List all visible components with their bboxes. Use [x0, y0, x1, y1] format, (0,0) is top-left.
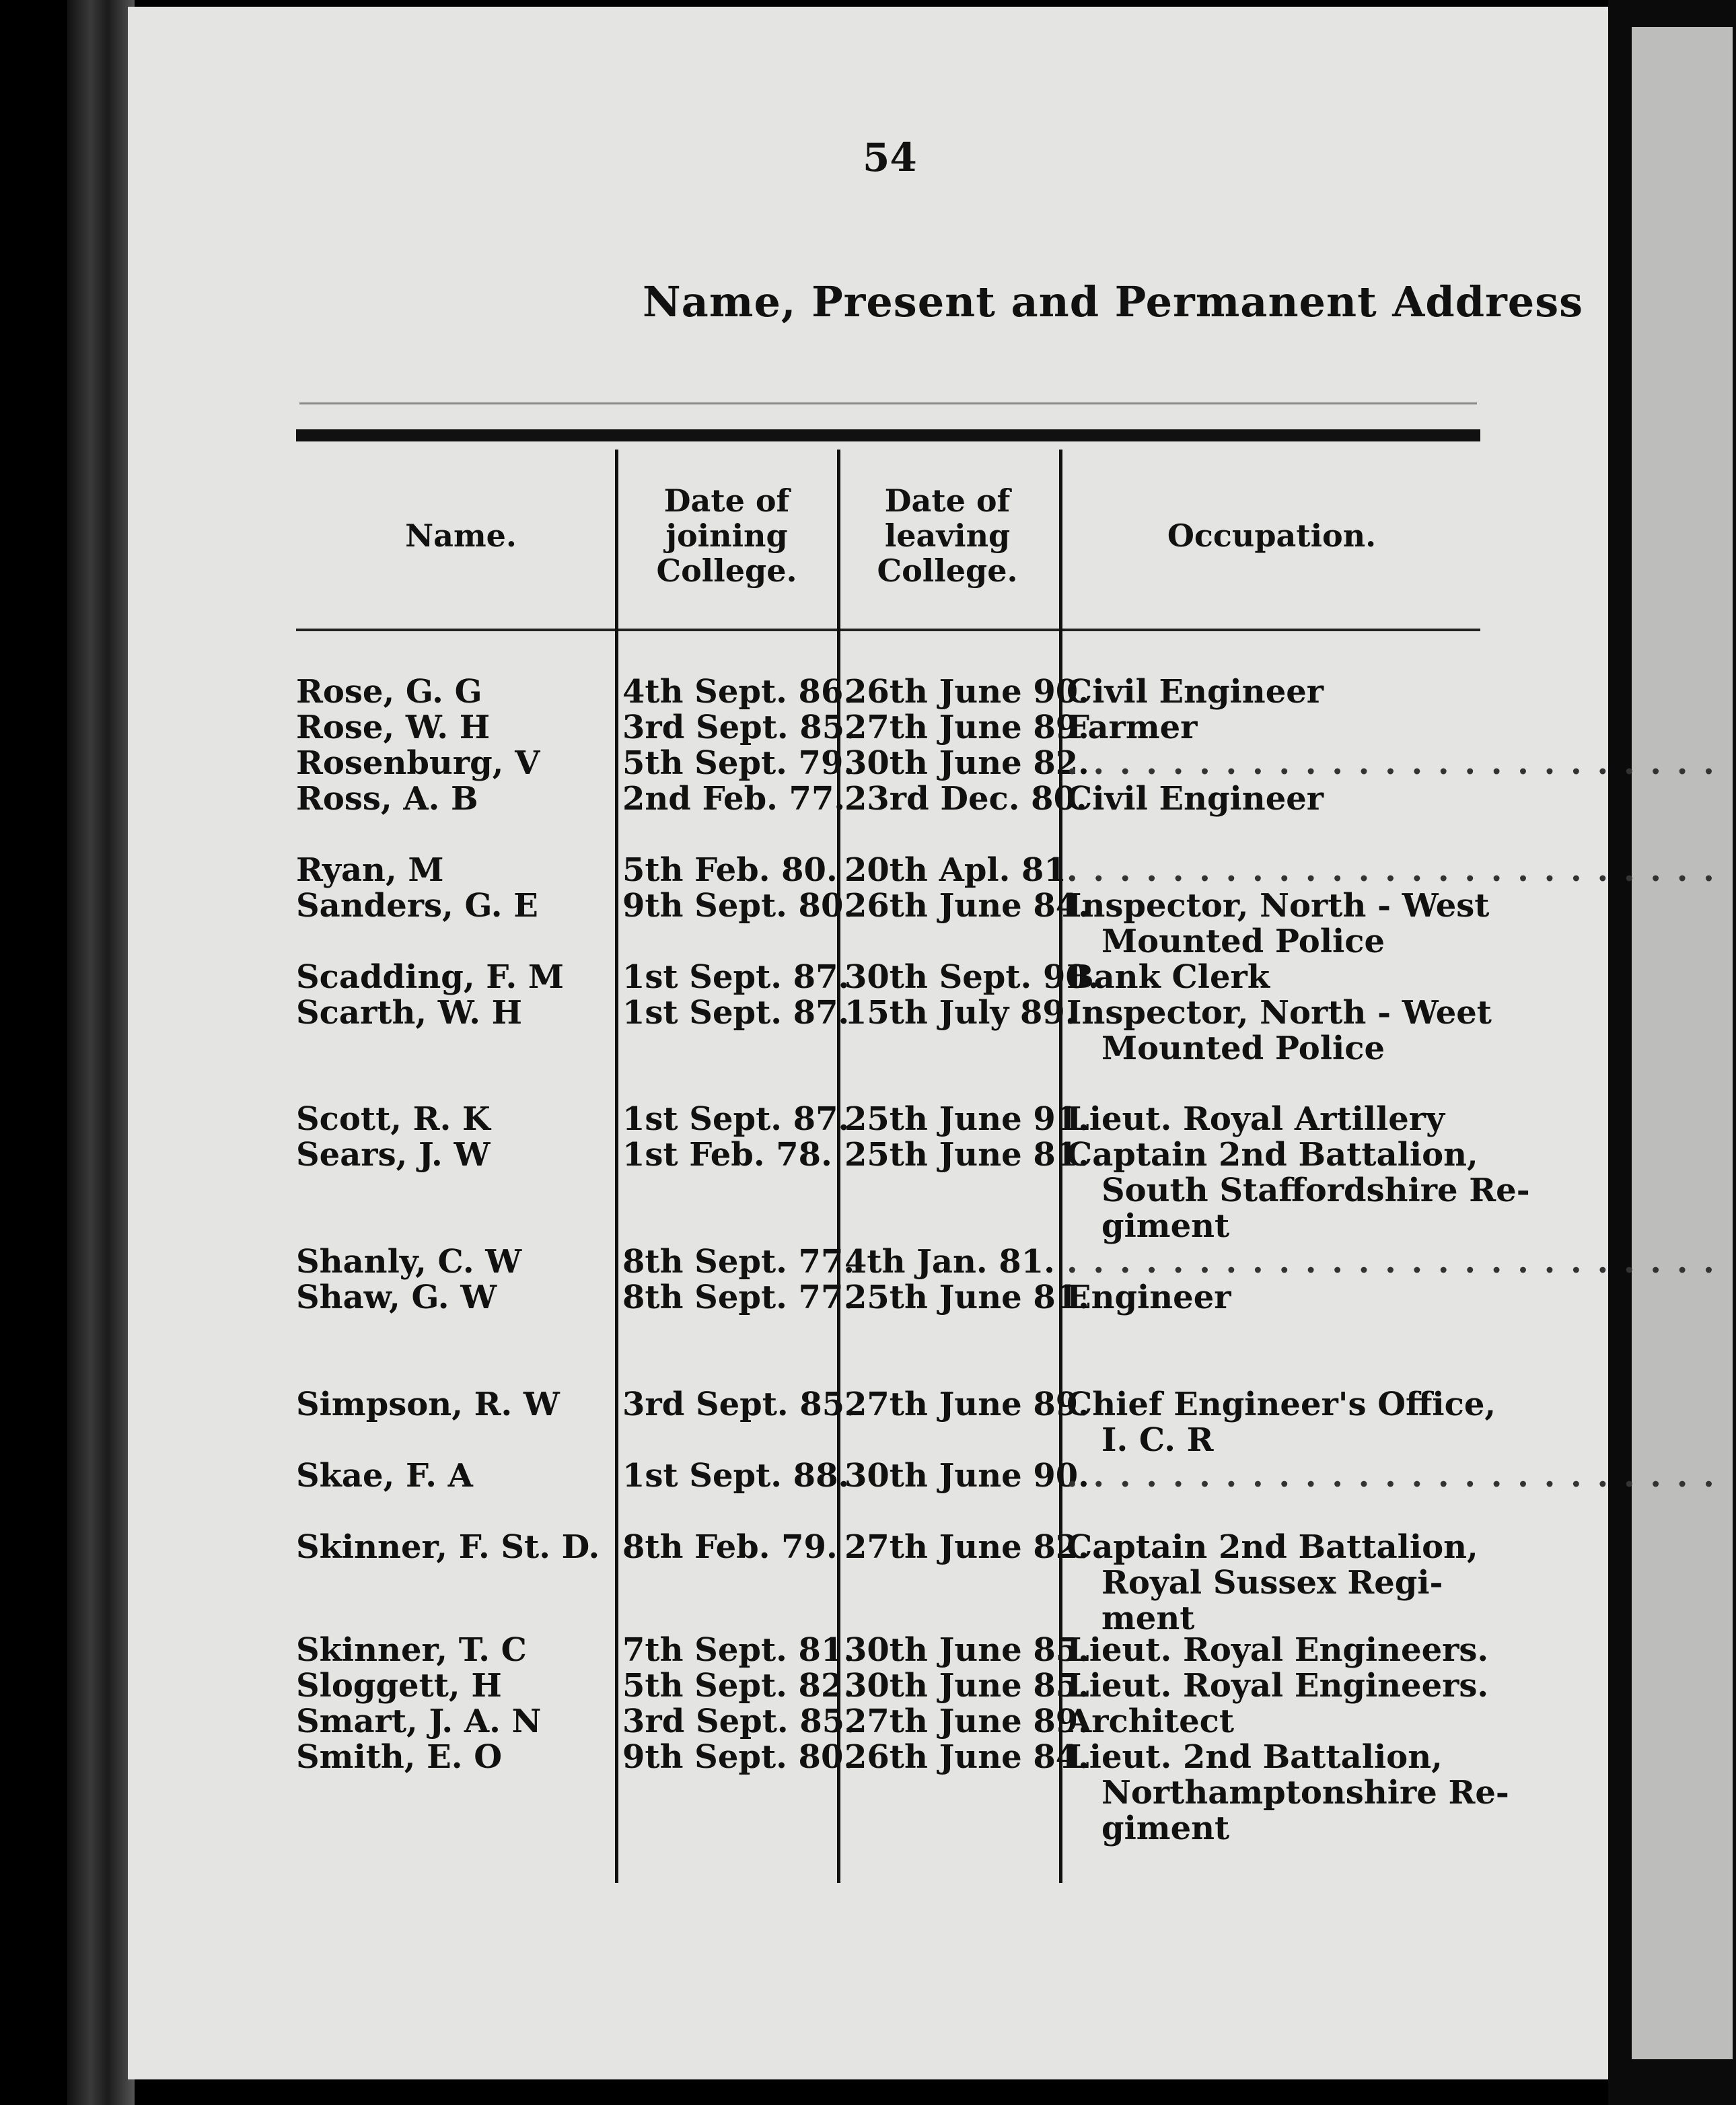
leaving-date-cell: 26th June 84. — [844, 1738, 1089, 1776]
name-cell: Skinner, T. C — [296, 1631, 527, 1669]
page-heading: Name, Present and Permanent Address — [643, 277, 1584, 326]
name-cell: Smith, E. O — [296, 1738, 502, 1776]
leaving-date-cell: 27th June 89. — [844, 1703, 1089, 1740]
joining-date-cell: 8th Sept. 77. — [622, 1243, 855, 1281]
leaving-date-cell: 4th Jan. 81. — [844, 1243, 1055, 1281]
book-spine — [67, 0, 135, 2105]
name-cell: Ross, A. B — [296, 780, 478, 818]
occupation-cell: Mounted Police — [1101, 923, 1385, 960]
joining-date-cell: 5th Feb. 80. — [622, 851, 838, 889]
occupation-cell: Lieut. Royal Artillery — [1066, 1100, 1445, 1138]
column-header-leaving: Date of leaving College. — [877, 483, 1018, 589]
name-cell: Smart, J. A. N — [296, 1703, 542, 1740]
occupation-cell: Captain 2nd Battalion, — [1066, 1528, 1478, 1566]
joining-date-cell: 1st Feb. 78. — [622, 1136, 832, 1174]
joining-date-cell: 3rd Sept. 85. — [622, 1386, 856, 1423]
top-rule-thin — [299, 402, 1477, 404]
joining-date-cell: 9th Sept. 80. — [622, 1738, 855, 1776]
occupation-leader-dots: . . . . . . . . . . . . . . . . . . . . . . . . . — [1066, 851, 1716, 889]
name-cell: Sloggett, H — [296, 1667, 502, 1705]
occupation-cell: Civil Engineer — [1066, 673, 1324, 711]
joining-date-cell: 8th Sept. 77. — [622, 1279, 855, 1316]
leaving-date-cell: 20th Apl. 81. — [844, 851, 1078, 889]
name-cell: Skinner, F. St. D. — [296, 1528, 600, 1566]
column-header-occupation: Occupation. — [1167, 518, 1377, 554]
occupation-cell: Northamptonshire Re- — [1101, 1774, 1509, 1812]
leaving-date-cell: 25th June 81. — [844, 1279, 1089, 1316]
occupation-cell: I. C. R — [1101, 1421, 1214, 1459]
joining-date-cell: 9th Sept. 80. — [622, 887, 855, 925]
header-rule — [296, 629, 1480, 631]
leaving-date-cell: 30th June 90. — [844, 1457, 1089, 1495]
leaving-date-cell: 30th June 85. — [844, 1631, 1089, 1669]
occupation-cell: Captain 2nd Battalion, — [1066, 1136, 1478, 1174]
name-cell: Rose, G. G — [296, 673, 482, 711]
occupation-cell: giment — [1101, 1207, 1230, 1245]
occupation-cell: Civil Engineer — [1066, 780, 1324, 818]
occupation-cell: Lieut. Royal Engineers. — [1066, 1667, 1489, 1705]
occupation-cell: Engineer — [1066, 1279, 1231, 1316]
occupation-cell: Architect — [1066, 1703, 1234, 1740]
joining-date-cell: 1st Sept. 87. — [622, 994, 850, 1032]
leaving-date-cell: 15th July 89. — [844, 994, 1077, 1032]
name-cell: Simpson, R. W — [296, 1386, 560, 1423]
name-cell: Skae, F. A — [296, 1457, 473, 1495]
occupation-cell: Lieut. 2nd Battalion, — [1066, 1738, 1443, 1776]
occupation-cell: Bank Clerk — [1066, 958, 1270, 996]
name-cell: Rose, W. H — [296, 709, 491, 746]
joining-date-cell: 1st Sept. 88. — [622, 1457, 850, 1495]
joining-date-cell: 5th Sept. 82. — [622, 1667, 855, 1705]
joining-date-cell: 4th Sept. 86. — [622, 673, 855, 711]
occupation-cell: Inspector, North - West — [1066, 887, 1490, 925]
facing-page-strip — [1632, 27, 1733, 2059]
name-cell: Shaw, G. W — [296, 1279, 497, 1316]
occupation-cell: Lieut. Royal Engineers. — [1066, 1631, 1489, 1669]
joining-date-cell: 3rd Sept. 85. — [622, 1703, 856, 1740]
name-cell: Ryan, M — [296, 851, 444, 889]
joining-date-cell: 8th Feb. 79. — [622, 1528, 838, 1566]
joining-date-cell: 2nd Feb. 77. — [622, 780, 846, 818]
joining-date-cell: 1st Sept. 87. — [622, 958, 850, 996]
name-cell: Sears, J. W — [296, 1136, 491, 1174]
occupation-cell: South Staffordshire Re- — [1101, 1172, 1530, 1209]
name-cell: Scarth, W. H — [296, 994, 522, 1032]
leaving-date-cell: 26th June 90. — [844, 673, 1089, 711]
occupation-cell: giment — [1101, 1810, 1230, 1847]
joining-date-cell: 7th Sept. 81. — [622, 1631, 855, 1669]
leaving-date-cell: 26th June 84. — [844, 887, 1089, 925]
name-cell: Scott, R. K — [296, 1100, 491, 1138]
occupation-leader-dots: . . . . . . . . . . . . . . . . . . . . . . . . . — [1066, 744, 1716, 782]
leaving-date-cell: 27th June 89. — [844, 709, 1089, 746]
occupation-cell: Royal Sussex Regi- — [1101, 1564, 1443, 1602]
occupation-leader-dots: . . . . . . . . . . . . . . . . . . . . . . . . . — [1066, 1243, 1716, 1281]
name-cell: Shanly, C. W — [296, 1243, 522, 1281]
name-cell: Rosenburg, V — [296, 744, 540, 782]
occupation-cell: Inspector, North - Weet — [1066, 994, 1492, 1032]
occupation-cell: Mounted Police — [1101, 1030, 1385, 1067]
occupation-leader-dots: . . . . . . . . . . . . . . . . . . . . . . . . . — [1066, 1457, 1716, 1495]
name-cell: Scadding, F. M — [296, 958, 565, 996]
occupation-cell: ment — [1101, 1600, 1195, 1637]
name-cell: Sanders, G. E — [296, 887, 538, 925]
leaving-date-cell: 25th June 81. — [844, 1136, 1089, 1174]
column-divider-1 — [615, 450, 618, 1883]
joining-date-cell: 5th Sept. 79. — [622, 744, 855, 782]
leaving-date-cell: 30th June 82. — [844, 744, 1089, 782]
occupation-cell: Farmer — [1066, 709, 1198, 746]
leaving-date-cell: 30th June 85. — [844, 1667, 1089, 1705]
leaving-date-cell: 27th June 82. — [844, 1528, 1089, 1566]
joining-date-cell: 3rd Sept. 85. — [622, 709, 856, 746]
top-rule-thick — [296, 429, 1480, 441]
column-header-joining: Date of joining College. — [656, 483, 797, 589]
column-header-name: Name. — [405, 518, 517, 554]
occupation-cell: Chief Engineer's Office, — [1066, 1386, 1496, 1423]
leaving-date-cell: 25th June 91. — [844, 1100, 1089, 1138]
page-number: 54 — [863, 135, 917, 180]
leaving-date-cell: 27th June 89. — [844, 1386, 1089, 1423]
leaving-date-cell: 23rd Dec. 80. — [844, 780, 1087, 818]
joining-date-cell: 1st Sept. 87. — [622, 1100, 850, 1138]
leaving-date-cell: 30th Sept. 90. — [844, 958, 1099, 996]
